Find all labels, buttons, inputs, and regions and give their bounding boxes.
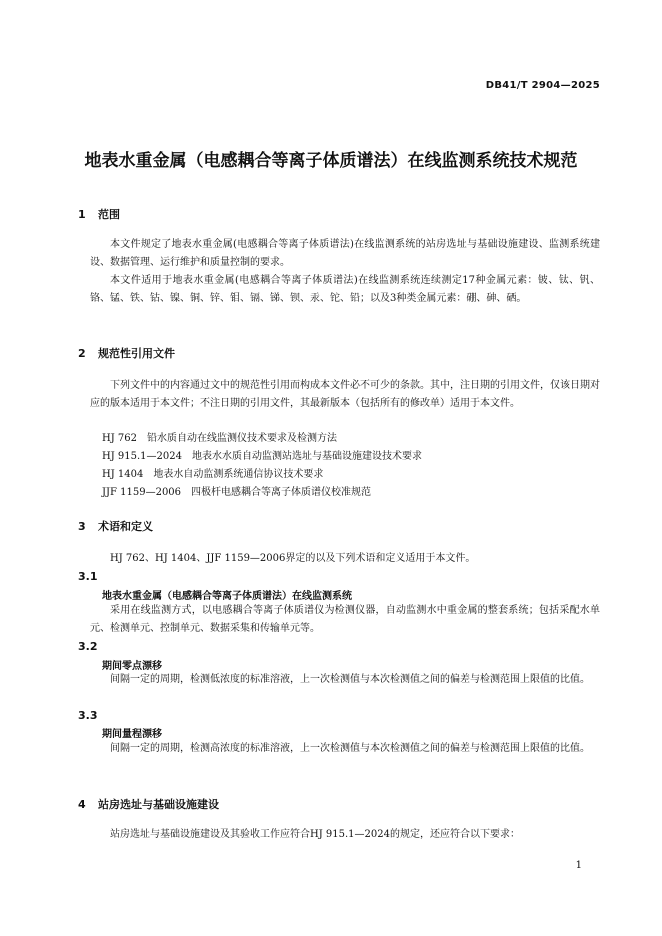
reference-item: JJF 1159—2006 四极杆电感耦合等离子体质谱仪校准规范 <box>102 487 372 498</box>
section-2-title: 规范性引用文件 <box>98 347 175 360</box>
section-2-heading <box>78 345 175 361</box>
page-number: 1 <box>575 860 582 871</box>
section-4-number: 4 <box>78 798 86 811</box>
section-3-title: 术语和定义 <box>98 520 153 533</box>
term-3-2-title: 期间零点漂移 <box>102 661 162 672</box>
section-2-number: 2 <box>78 347 86 360</box>
document-title: 地表水重金属（电感耦合等离子体质谱法）在线监测系统技术规范 <box>84 151 578 171</box>
section-2-intro: 下列文件中的内容通过文中的规范性引用而构成本文件必不可少的条款。其中，注日期的引用文件，仅该日期对应的版本适用于本文件；不注日期的引用文件，其最新版本（包括所有的修改单）适用于本文件。 <box>90 380 600 409</box>
section-1-paragraph-1: 本文件规定了地表水重金属(电感耦合等离子体质谱法)在线监测系统的站房选址与基础设施建设、监测系统建设、数据管理、运行维护和质量控制的要求。 <box>90 239 600 268</box>
section-4-heading <box>78 796 219 812</box>
section-3-intro: HJ 762、HJ 1404、JJF 1159—2006界定的以及下列术语和定义适用于本文件。 <box>110 553 476 564</box>
term-3-1-number: 3.1 <box>78 570 98 583</box>
term-3-3-number: 3.3 <box>78 709 98 722</box>
section-1-heading <box>78 206 120 222</box>
term-3-1-title: 地表水重金属（电感耦合等离子体质谱法）在线监测系统 <box>102 591 352 602</box>
reference-item: HJ 915.1—2024 地表水水质自动监测站选址与基础设施建设技术要求 <box>102 451 422 462</box>
section-1-title: 范围 <box>98 208 120 221</box>
standard-code: DB41/T 2904—2025 <box>485 80 600 91</box>
reference-item: HJ 762 铅水质自动在线监测仪技术要求及检测方法 <box>102 433 337 444</box>
term-3-3-title: 期间量程漂移 <box>102 729 162 740</box>
section-1-paragraph-2: 本文件适用于地表水重金属(电感耦合等离子体质谱法)在线监测系统连续测定17种金属元素：铍、钛、钒、铬、锰、铁、钴、镍、铜、锌、钼、镉、锑、钡、汞、铊、铅；以及3种类金属元素：硼、砷、硒。 <box>90 275 600 304</box>
term-3-3-definition: 间隔一定的周期，检测高浓度的标准溶液，上一次检测值与本次检测值之间的偏差与检测范围上限值的比值。 <box>110 743 590 754</box>
term-3-1-definition: 采用在线监测方式，以电感耦合等离子体质谱仪为检测仪器，自动监测水中重金属的整套系统；包括采配水单元、检测单元、控制单元、数据采集和传输单元等。 <box>90 605 600 634</box>
section-1-number: 1 <box>78 208 86 221</box>
term-3-2-definition: 间隔一定的周期，检测低浓度的标准溶液，上一次检测值与本次检测值之间的偏差与检测范围上限值的比值。 <box>110 674 590 685</box>
reference-item: HJ 1404 地表水自动监测系统通信协议技术要求 <box>102 469 324 480</box>
term-3-2-number: 3.2 <box>78 640 98 653</box>
section-4-title: 站房选址与基础设施建设 <box>98 798 219 811</box>
section-3-number: 3 <box>78 520 86 533</box>
section-3-heading <box>78 518 153 534</box>
section-4-intro: 站房选址与基础设施建设及其验收工作应符合HJ 915.1—2024的规定，还应符合以下要求： <box>110 829 520 840</box>
